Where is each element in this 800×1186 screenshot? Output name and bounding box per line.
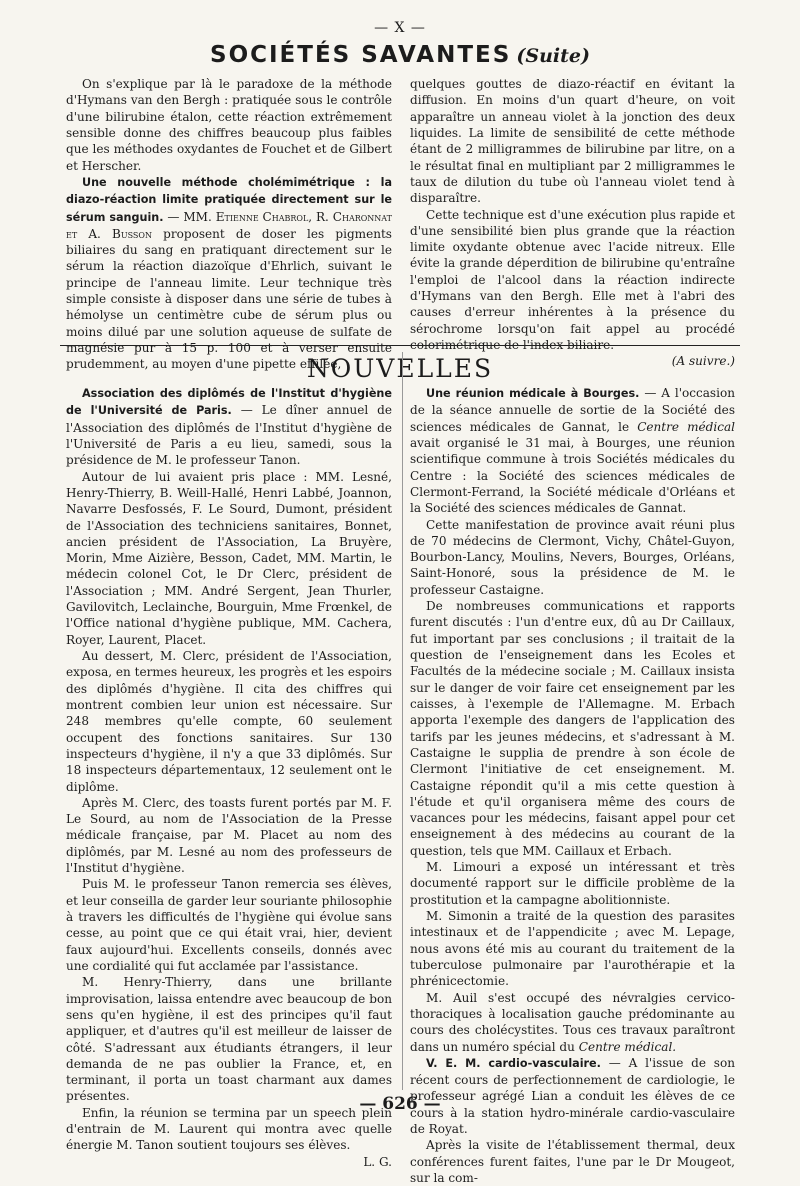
nouvelles-heading: NOUVELLES bbox=[306, 354, 494, 383]
section-title-societes-savantes bbox=[0, 42, 800, 68]
section-divider bbox=[60, 345, 740, 346]
paragraph-auil bbox=[410, 990, 735, 1055]
column-divider bbox=[402, 352, 403, 1090]
article-text: Enfin, la réunion se termina par un speech plein d'entrain de M. Laurent qui montra avec quelle énergie M. Tanon soutient toujours ses élèves. bbox=[66, 1105, 392, 1153]
paragraph: quelques gouttes de diazo-réactif en évitant la diffusion. En moins d'un quart d'heure, on voit apparaître un anneau violet à la jonction des deux liquides. La limite de sensibilité de cette méthode étant de 2 milligrammes de bilirubine par litre, on a le résultat final en multipliant par 2 milligrammes le taux de dilution du tube où l'anneau violet tend à disparaître. bbox=[410, 77, 735, 206]
article-authors: — MM. Etienne Chabrol, R. Charonnat et A. Busson bbox=[66, 209, 392, 241]
societes-savantes-heading: SOCIÉTÉS SAVANTES bbox=[210, 42, 512, 68]
paragraph: Puis M. le professeur Tanon remercia ses élèves, et leur conseilla de garder leur souriante philosophie à travers les difficultés de l'hygiène qui évolue sans cesse, au point que ce qui était vrai, hier, devient faux aujourd'hui. Excellents conseils, donnés avec une cordialité qui fut acclamée par l'assistance. bbox=[66, 877, 392, 973]
paragraph: Après M. Clerc, des toasts furent portés par M. F. Le Sourd, au nom de l'Association de la Presse médicale française, par M. Placet au nom des diplômés, par M. Lesné au nom des professeurs de l'Institut d'hygiène. bbox=[66, 795, 392, 876]
paragraph: Après la visite de l'établissement thermal, deux conférences furent faites, l'une par le Dr Mougeot, sur la com- bbox=[410, 1138, 735, 1185]
paragraph: On s'explique par là le paradoxe de la méthode d'Hymans van den Bergh : pratiquée sous le contrôle d'une bilirubine étalon, cette réaction extrêmement sensible donne des chiffres beaucoup plus faibles que les méthodes oxydantes de Fouchet et de Gilbert et Herscher. bbox=[66, 77, 392, 173]
article-text: — A l'issue de son récent cours de perfectionnement de cardiologie, le professeur agrégé Lian a conduit les élèves de ce cours à la station hydro-minérale cardio-vasculaire de Royat. bbox=[410, 1055, 735, 1137]
paragraph: Autour de lui avaient pris place : MM. Lesné, Henry-Thierry, B. Weill-Hallé, Henri Labbé, Joannon, Navarre Desfossés, F. Le Sourd, Dumont, président de l'Association des techniciens sanitaires, Bonnet, ancien président de l'Association, La Bruyère, Morin, Mme Aizière, Besson, Cadet, MM. Martin, le médecin colonel Cot, le Dr Clerc, président de l'Association ; MM. André Sergent, Jean Thurler, Gavilovitch, Leclainche, Bourguin, Mme Frœnkel, de l'Office national d'hygiène publique, MM. Cachera, Royer, Laurent, Placet. bbox=[66, 469, 392, 647]
article-association-diplomes bbox=[66, 385, 392, 469]
paragraph: De nombreuses communications et rapports furent discutés : l'un d'entre eux, dû au Dr Caillaux, fut important par ses conclusions ; il traitait de la question de l'enseignement dans les Ecoles et Facultés de la médecine sociale ; M. Caillaux insista sur le danger de voir faire cet enseignement par les caisses, à l'exemple de l'Allemagne. M. Erbach apporta l'exemple des dangers de l'application des tarifs par les jeunes médecins, et s'adressant à M. Castaigne le supplia de prendre à son école de Clermont l'initiative de cet enseignement. M. Castaigne répondit qu'il a mis cette question à l'étude et qu'il organisera même des cours de vacances pour les médecins, faisant appel pour cet enseignement à des médecins au courant de la question, tels que MM. Caillaux et Erbach. bbox=[410, 599, 735, 858]
nouvelles-column-left bbox=[66, 385, 392, 1170]
article-paragraph-cholemimetrique bbox=[66, 174, 392, 373]
article-title: V. E. M. cardio-vasculaire. bbox=[426, 1056, 601, 1070]
article-reunion-bourges bbox=[410, 385, 735, 517]
page-number: — 626 — bbox=[359, 1094, 441, 1114]
journal-name: Centre médical. bbox=[578, 1039, 677, 1054]
paragraph: M. Limouri a exposé un intéressant et très documenté rapport sur le difficile problème de la prostitution et la campagne abolitionniste. bbox=[410, 860, 735, 907]
article-text: avait organisé le 31 mai, à Bourges, une réunion scientifique commune à trois Sociétés médicales du Centre : la Société des sciences médicales de Clermont-Ferrand, la Société médicale d'Orléans et la Société des sciences médicales de Gannat. bbox=[410, 435, 735, 516]
article-text: — Le dîner annuel de l'Association des diplômés de l'Institut d'hygiène de l'Université de Paris a eu lieu, samedi, sous la présidence de M. le professeur Tanon. bbox=[66, 403, 392, 468]
article-text: proposent de doser les pigments biliaires du sang en pratiquant directement sur le sérum la réaction diazoïque d'Ehrlich, suivant le principe de l'anneau limite. Leur technique très simple consiste à disposer dans une série de tubes à hémolyse un centimètre cube de sérum plus ou moins dilué par une solution aqueuse de sulfate de magnésie pur à 15 p. 100 et à verser ensuite prudemment, au moyen d'une pipette effilée, bbox=[66, 226, 392, 372]
societes-column-left bbox=[66, 76, 392, 373]
signature: L. G. bbox=[363, 1154, 392, 1169]
article-title: Une réunion médicale à Bourges. bbox=[426, 387, 640, 400]
article-title: Une nouvelle méthode cholémimétrique : la diazo-réaction limite pratiquée directement sur le sérum sanguin. bbox=[66, 175, 392, 224]
nouvelles-column-right bbox=[410, 385, 735, 1186]
article-title: Association des diplômés de l'Institut d'hygiène de l'Université de Paris. bbox=[66, 387, 392, 418]
paragraph: M. Simonin a traité de la question des parasites intestinaux et de l'appendicite ; avec M. Lepage, nous avons été mis au courant du traitement de la tuberculose pulmonaire par l'aurothérapie et la phrénicectomie. bbox=[410, 909, 735, 989]
a-suivre-note: (A suivre.) bbox=[671, 354, 735, 369]
paragraph: Au dessert, M. Clerc, président de l'Association, exposa, en termes heureux, les progrès et les espoirs des diplômés d'hygiène. Il cita des chiffres qui montrent combien leur union est nécessaire. Sur 248 membres qu'elle compte, 60 seulement occupent des fonctions sanitaires. Sur 130 inspecteurs d'hygiène, il n'y a que 33 diplômés. Sur 18 inspecteurs départementaux, 12 seulement ont le diplôme. bbox=[66, 649, 392, 794]
journal-name: Centre médical bbox=[637, 419, 735, 434]
societes-column-right bbox=[410, 76, 735, 370]
suite-label: (Suite) bbox=[516, 45, 590, 67]
paragraph: Cette manifestation de province avait réuni plus de 70 médecins de Clermont, Vichy, Châtel-Guyon, Bourbon-Lancy, Moulins, Nevers, Bourges, Orléans, Saint-Honoré, sous la présidence de M. le professeur Castaigne. bbox=[410, 517, 735, 597]
paragraph: M. Henry-Thierry, dans une brillante improvisation, laissa entendre avec beaucoup de bon sens qu'en hygiène, il est des principes qu'il faut appliquer, et d'autres qu'il est meilleur de laisser de côté. S'adressant aux étudiants étrangers, il leur demanda de ne pas oublier la France, et, en terminant, il porta un toast charmant aux dames présentes. bbox=[66, 975, 392, 1104]
article-text: — A l'occasion de la séance annuelle de sortie de la Société des sciences médicales de Gannat, le bbox=[410, 386, 735, 434]
running-head: — X — bbox=[374, 20, 426, 36]
paragraph: Cette technique est d'une exécution plus rapide et d'une sensibilité bien plus grande que la réaction limite oxydante obtenue avec l'acide nitreux. Elle évite la grande déperdition de bilirubine qu'entraîne l'emploi de l'alcool dans la réaction indirecte d'Hymans van den Bergh. Elle met à l'abri des causes d'erreur inhérentes à la présence du sérochrome lorsqu'on fait appel au procédé colorimétrique de l'index biliaire. bbox=[410, 207, 735, 352]
article-text: M. Auil s'est occupé des névralgies cervico-thoraciques à localisation gauche prédominante au cours des cholécystites. Tous ces travaux paraîtront dans un numéro spécial du bbox=[410, 990, 735, 1054]
